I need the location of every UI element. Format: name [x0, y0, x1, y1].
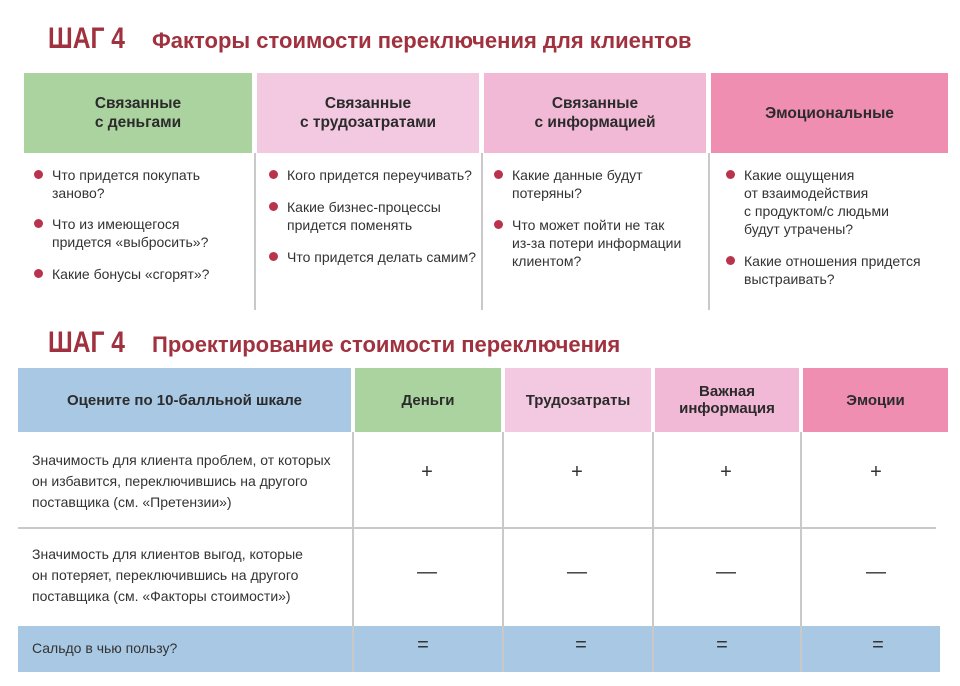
step-title-1 — [48, 22, 692, 56]
row-label-problems: Значимость для клиента проблем, от которых он избавится, переключившись на другого поставщика (см. «Претензии») — [32, 452, 331, 510]
list-item: Какие ощущения от взаимодействия с продуктом/с людьми будут утрачены? — [724, 166, 948, 238]
equals-mark: = — [417, 634, 429, 656]
header-scale: Оцените по 10-балльной шкале — [18, 368, 351, 432]
switching-cost-design-table — [18, 368, 948, 678]
bullet-icon — [34, 170, 43, 179]
section-heading: Факторы стоимости переключения для клиентов — [152, 28, 692, 53]
plus-mark: + — [720, 461, 732, 483]
bullet-icon — [34, 269, 43, 278]
column-divider — [502, 432, 504, 672]
list-item: Какие отношения придется выстраивать? — [724, 252, 948, 288]
column-divider — [652, 432, 654, 672]
bullet-icon — [726, 256, 735, 265]
bullet-icon — [269, 252, 278, 261]
column-divider — [708, 153, 710, 310]
switching-cost-factors-table — [24, 73, 950, 310]
list-item: Что придется покупать заново? — [32, 166, 247, 202]
list-item: Кого придется переучивать? — [267, 166, 479, 184]
bullet-icon — [269, 170, 278, 179]
header-effort: Трудозатраты — [505, 368, 651, 432]
header-effort: Связанные с трудозатратами — [257, 73, 479, 153]
bullet-icon — [34, 219, 43, 228]
column-divider — [254, 153, 256, 310]
list-item: Что из имеющегося придется «выбросить»? — [32, 215, 247, 251]
bullet-icon — [494, 170, 503, 179]
step-label: ШАГ 4 — [48, 326, 125, 359]
minus-mark: — — [866, 561, 886, 583]
list-money — [32, 166, 247, 297]
equals-mark: = — [716, 634, 728, 656]
step-label: ШАГ 4 — [48, 22, 125, 55]
row-label-gains: Значимость для клиентов выгод, которые он потеряет, переключившись на другого поставщика (см. «Факторы стоимости») — [32, 546, 303, 604]
list-item: Что может пойти не так из-за потери информации клиентом? — [492, 216, 704, 270]
header-information: Связанные с информацией — [484, 73, 706, 153]
header-information: Важная информация — [655, 368, 799, 432]
bullet-icon — [494, 220, 503, 229]
bullet-icon — [269, 202, 278, 211]
row-divider — [18, 527, 936, 529]
minus-mark: — — [567, 561, 587, 583]
minus-mark: — — [716, 561, 736, 583]
list-information — [492, 166, 704, 284]
column-divider — [481, 153, 483, 310]
bullet-icon — [726, 170, 735, 179]
header-emotions: Эмоции — [803, 368, 948, 432]
plus-mark: + — [571, 461, 583, 483]
column-divider — [800, 432, 802, 672]
list-item: Что придется делать самим? — [267, 248, 479, 266]
list-item: Какие данные будут потеряны? — [492, 166, 704, 202]
list-effort — [267, 166, 479, 280]
header-money: Связанные с деньгами — [24, 73, 252, 153]
list-item: Какие бонусы «сгорят»? — [32, 265, 247, 283]
minus-mark: — — [417, 561, 437, 583]
plus-mark: + — [870, 461, 882, 483]
header-emotional: Эмоциональные — [711, 73, 948, 153]
header-money: Деньги — [355, 368, 501, 432]
equals-mark: = — [872, 634, 884, 656]
list-item: Какие бизнес-процессы придется поменять — [267, 198, 479, 234]
step-title-2 — [48, 326, 621, 360]
column-divider — [352, 432, 354, 672]
row-label-saldo: Сальдо в чью пользу? — [32, 640, 178, 656]
section-heading: Проектирование стоимости переключения — [152, 332, 621, 357]
equals-mark: = — [575, 634, 587, 656]
list-emotional — [724, 166, 948, 302]
plus-mark: + — [421, 461, 433, 483]
